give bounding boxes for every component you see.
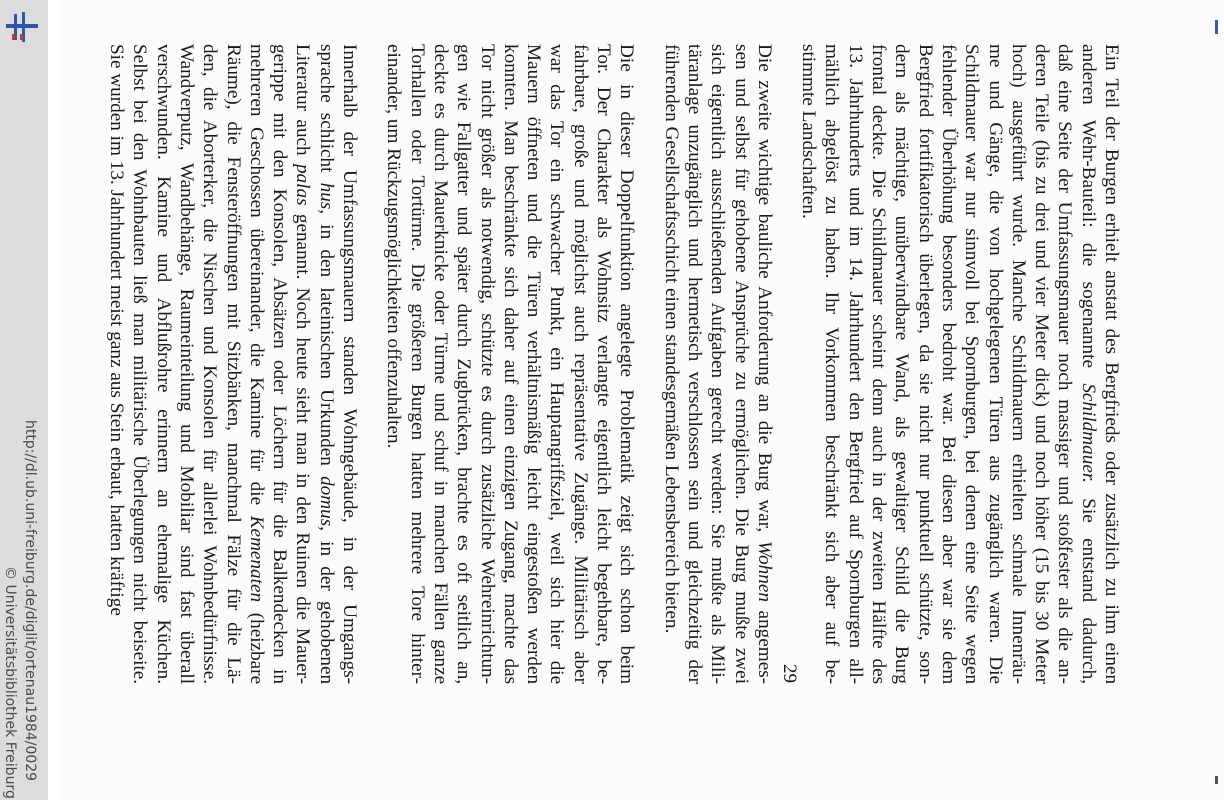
text-line: gerippe mit den Konsolen, Absätzen oder Löchern für die Balkendecken in: [269, 44, 291, 685]
text-line: Schildmauer war nur sinnvoll bei Spornburgen, bei denen eine Seite wegen: [961, 44, 983, 685]
text-line: me und Gänge, die von hochgelegenen Türen aus zugänglich waren. Die: [984, 44, 1006, 684]
text-line: Mauern öffneten und die Türen verhältnismäßig leicht eingestoßen werden: [523, 44, 545, 685]
text-line: Bergfried fortifikatorisch überlegen, da sie nicht nur punktuell schützte, son-: [914, 44, 936, 685]
text-line: den, die Aborterker, die Nischen und Konsolen für allerlei Wohnbedürfnisse.: [199, 44, 221, 685]
text-line: mehreren Geschossen übereinander, die Kamine für die Kemenaten (heizbare: [245, 44, 267, 685]
text-line: Torhallen oder Tortürme. Die größeren Burgen hatten mehrere Tore hinter-: [406, 44, 428, 684]
text-line: stimmte Landschaften.: [798, 44, 820, 219]
text-line: Die zweite wichtige bauliche Anforderung an die Burg war, Wohnen angemes-: [753, 44, 775, 685]
page-number: 29: [779, 664, 800, 683]
scan-mark: [1215, 20, 1218, 34]
text-line: fehlender Überhöhung besonders bedroht war. Bei diesen aber war sie dem: [937, 44, 959, 685]
text-line: hoch) ausgeführt wurde. Manche Schildmauern erhielten schmale Innenräu-: [1007, 44, 1029, 685]
text-line: mählich abgelöst zu haben. Ihr Vorkommen beschränkt sich aber auf be-: [821, 44, 843, 685]
text-line: Selbst bei den Wohnbauten ließ man militärische Überlegungen nicht beiseite.: [129, 44, 151, 685]
document-url[interactable]: http://dl.ub.uni-freiburg.de/diglit/ortenau1984/0029: [22, 420, 38, 782]
text-line: anderen Wehr-Bauteil: die sogenannte Schildmauer. Sie entstand dadurch,: [1077, 44, 1099, 685]
text-line: Räume), die Fensteröffnungen mit Sitzbänken, manchmal Fälze für die Lä-: [222, 44, 244, 685]
page-body-text: [84, 44, 1123, 684]
text-line: verschwunden. Kamine und Abflußrohre erinnern an ehemalige Küchen.: [152, 44, 174, 685]
text-line: Tor nicht größer als notwendig, schützte es durch zusätzliche Wehreinrichtun-: [476, 44, 498, 685]
text-line: gen wie Fallgatter und später durch Zugbrücken, brachte es oft seitlich an,: [453, 44, 475, 685]
text-line: frontal deckte. Die Schildmauer scheint denn auch in der zweiten Hälfte des: [868, 44, 890, 685]
text-line: Sie wurden im 13. Jahrhundert meist ganz aus Stein erbaut, hatten kräftige: [106, 44, 128, 616]
copyright-notice: © Universitätsbibliothek Freiburg: [2, 566, 18, 799]
paragraph: [797, 44, 1123, 684]
text-line: war das Tor ein schwacher Punkt, ein Hauptangriffsziel, weil sich hier die: [546, 44, 568, 685]
paragraph: [659, 44, 775, 684]
text-line: sen und selbst für gehobene Ansprüche zu ermöglichen. Die Burg mußte zwei: [730, 44, 752, 685]
text-line: 13. Jahrhunderts und im 14. Jahrhundert den Bergfried auf Spornburgen all-: [844, 44, 866, 685]
text-line: sich eigentlich ausschließenden Aufgaben gerecht werden: Sie mußte als Mili-: [707, 44, 729, 685]
text-line: deren Teile (bis zu drei und vier Meter dick) und noch höher (15 bis 30 Meter: [1031, 44, 1053, 685]
text-line: dern als mächtige, unüberwindbare Wand, als gewaltiger Schild die Burg: [891, 44, 913, 684]
text-line: Ein Teil der Burgen erhielt anstatt des Bergfrieds oder zusätzlich zu ihm einen: [1101, 44, 1122, 685]
paragraph: [382, 44, 638, 684]
text-line: Die in dieser Doppelfunktion angelegte Problematik zeigt sich schon beim: [616, 44, 638, 685]
viewer-sidebar: [0, 0, 48, 800]
text-line: Literatur auch palas genannt. Noch heute sieht man in den Ruinen die Mauer-: [292, 44, 314, 685]
paragraph: [105, 44, 361, 684]
text-line: Tor. Der Charakter als Wohnsitz verlangte eigentlich leicht begehbare, be-: [593, 44, 615, 685]
text-line: Wandverputz, Wandbehänge, Raumeinteilung und Mobiliar sind fast überall: [176, 44, 198, 685]
scan-mark-bottom: [1215, 776, 1218, 784]
text-line: fahrbare, große und möglichst auch repräsentative Zugänge. Militärisch aber: [569, 44, 591, 684]
text-line: deckte es durch Mauerknicke oder Türme und schuf in manchen Fällen ganze: [429, 44, 451, 685]
text-line: daß eine Seite der Umfassungsmauer noch massiger und stoßfester als die an-: [1054, 44, 1076, 684]
text-line: führenden Gesellschaftsschicht einen standesgemäßen Lebensbereich bieten.: [660, 44, 682, 634]
text-line: täranlage unzugänglich und hermetisch verschlossen sein und gleichzeitig der: [683, 44, 705, 685]
text-line: einander, um Rückzugsmöglichkeiten offenzuhalten.: [383, 44, 405, 449]
text-line: Innerhalb der Umfassungsmauern standen Wohngebäude, in der Umgangs-: [339, 44, 361, 685]
text-line: konnten. Man beschränkte sich daher auf einen einzigen Zugang, machte das: [499, 44, 521, 685]
text-line: sprache schlicht hus, in den lateinischen Urkunden domus, in der gehobenen: [315, 44, 337, 685]
library-logo-icon: [4, 10, 40, 46]
